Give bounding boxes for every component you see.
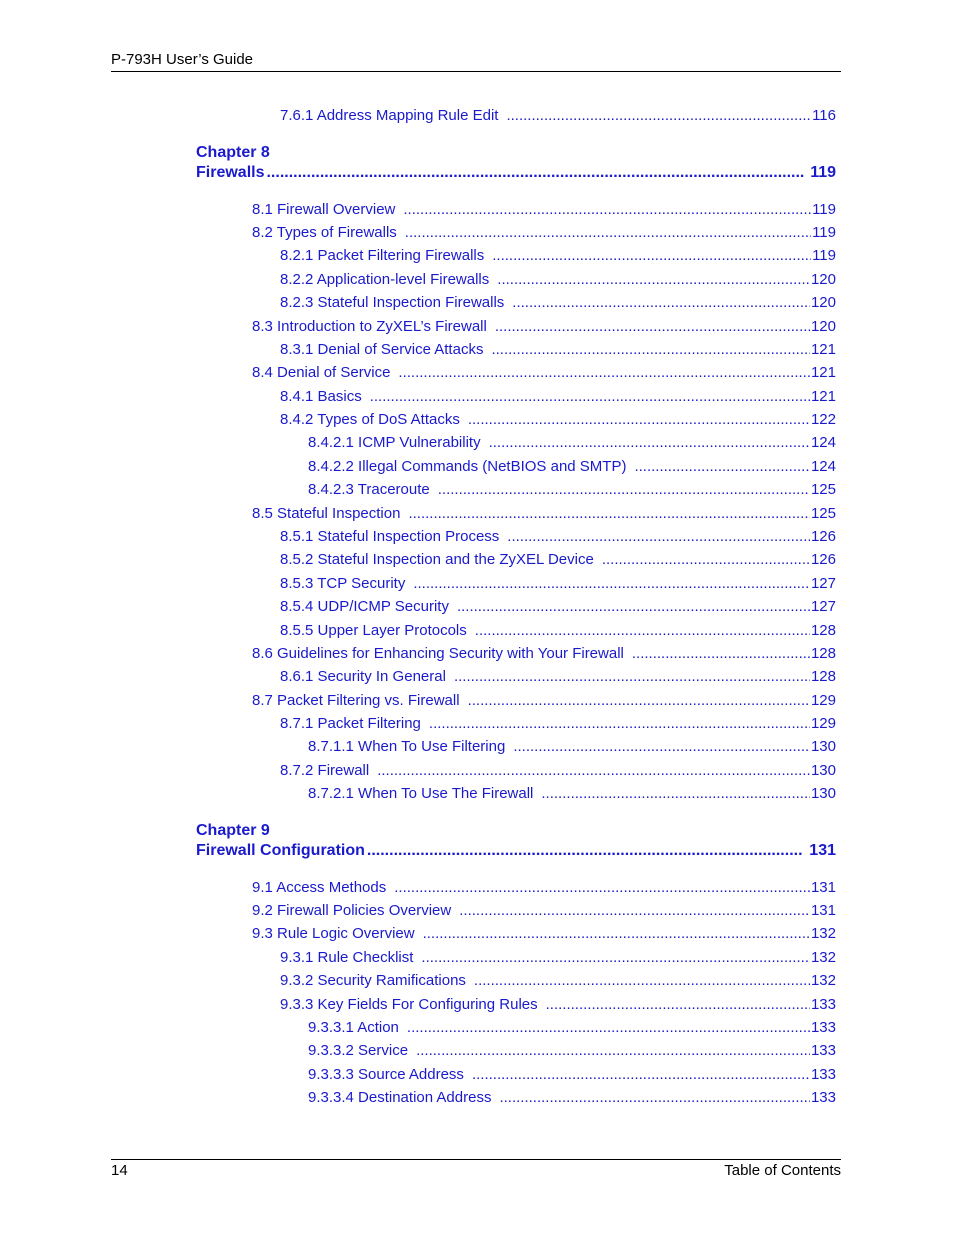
toc-entry-8-4[interactable]: 8.4 Denial of Service ..... 121 <box>252 364 836 381</box>
toc-entry-8-2-1[interactable]: 8.2.1 Packet Filtering Firewalls ..... 119 <box>280 247 836 264</box>
toc-entry-8-7-2-1[interactable]: 8.7.2.1 When To Use The Firewall ..... 130 <box>308 785 836 802</box>
running-header-title: P-793H User’s Guide <box>111 51 254 68</box>
dot-leader <box>491 341 810 358</box>
dot-leader <box>423 925 810 942</box>
toc-entry-8-2-3[interactable]: 8.2.3 Stateful Inspection Firewalls ..... 120 <box>280 294 836 311</box>
dot-leader <box>497 271 810 288</box>
header-rule <box>111 71 841 72</box>
dot-leader <box>421 949 810 966</box>
chapter-9-label: Chapter 9 <box>196 822 270 839</box>
chapter-8-label: Chapter 8 <box>196 144 270 161</box>
dot-leader <box>506 107 811 124</box>
footer-rule <box>111 1159 841 1160</box>
dot-leader <box>492 247 811 264</box>
toc-chapter-8[interactable]: Firewalls ..... 119 <box>196 164 836 182</box>
dot-leader <box>408 505 810 522</box>
footer-section-title: Table of Contents <box>724 1162 841 1179</box>
dot-leader <box>370 388 810 405</box>
dot-leader <box>472 1066 810 1083</box>
toc-entry-8-5-1[interactable]: 8.5.1 Stateful Inspection Process ..... 126 <box>280 528 836 545</box>
toc-entry-8-2-2[interactable]: 8.2.2 Application-level Firewalls ..... 120 <box>280 271 836 288</box>
toc-entry-8-4-1[interactable]: 8.4.1 Basics ..... 121 <box>280 388 836 405</box>
toc-entry-8-7-2[interactable]: 8.7.2 Firewall ..... 130 <box>280 762 836 779</box>
dot-leader <box>394 879 810 896</box>
toc-entry-8-3-1[interactable]: 8.3.1 Denial of Service Attacks ..... 121 <box>280 341 836 358</box>
dot-leader <box>403 201 811 218</box>
toc-entry-9-3-3[interactable]: 9.3.3 Key Fields For Configuring Rules ..... 133 <box>280 996 836 1013</box>
dot-leader <box>513 738 810 755</box>
dot-leader <box>474 972 810 989</box>
toc-entry-8-5-2[interactable]: 8.5.2 Stateful Inspection and the ZyXEL Device ..... 126 <box>280 551 836 568</box>
dot-leader <box>459 902 810 919</box>
dot-leader <box>407 1019 810 1036</box>
toc-entry-8-2[interactable]: 8.2 Types of Firewalls ..... 119 <box>252 224 836 241</box>
toc-entry-9-3-3-2[interactable]: 9.3.3.2 Service ..... 133 <box>308 1042 836 1059</box>
toc-entry-8-5-5[interactable]: 8.5.5 Upper Layer Protocols ..... 128 <box>280 622 836 639</box>
dot-leader <box>495 318 810 335</box>
dot-leader <box>634 458 810 475</box>
toc-entry-8-1[interactable]: 8.1 Firewall Overview ..... 119 <box>252 201 836 218</box>
dot-leader <box>457 598 810 615</box>
dot-leader <box>507 528 810 545</box>
dot-leader <box>377 762 810 779</box>
dot-leader <box>266 164 804 182</box>
dot-leader <box>438 481 810 498</box>
toc-entry-9-3-3-4[interactable]: 9.3.3.4 Destination Address ..... 133 <box>308 1089 836 1106</box>
toc-entry-8-3[interactable]: 8.3 Introduction to ZyXEL’s Firewall ..... 120 <box>252 318 836 335</box>
dot-leader <box>489 434 810 451</box>
dot-leader <box>398 364 810 381</box>
toc-entry-8-5-3[interactable]: 8.5.3 TCP Security ..... 127 <box>280 575 836 592</box>
toc-entry-8-4-2-3[interactable]: 8.4.2.3 Traceroute ..... 125 <box>308 481 836 498</box>
toc-entry-8-4-2-2[interactable]: 8.4.2.2 Illegal Commands (NetBIOS and SMTP) ..... 124 <box>308 458 836 475</box>
toc-entry-8-7-1[interactable]: 8.7.1 Packet Filtering ..... 129 <box>280 715 836 732</box>
dot-leader <box>632 645 810 662</box>
toc-entry-7-6-1[interactable]: 7.6.1 Address Mapping Rule Edit ..... 116 <box>280 107 836 124</box>
toc-entry-8-4-2-1[interactable]: 8.4.2.1 ICMP Vulnerability ..... 124 <box>308 434 836 451</box>
dot-leader <box>602 551 810 568</box>
dot-leader <box>454 668 810 685</box>
dot-leader <box>413 575 810 592</box>
toc-entry-8-7[interactable]: 8.7 Packet Filtering vs. Firewall ..... 129 <box>252 692 836 709</box>
dot-leader <box>546 996 810 1013</box>
dot-leader <box>541 785 810 802</box>
toc-entry-8-5-4[interactable]: 8.5.4 UDP/ICMP Security ..... 127 <box>280 598 836 615</box>
toc-entry-9-3-3-3[interactable]: 9.3.3.3 Source Address ..... 133 <box>308 1066 836 1083</box>
toc-entry-8-6-1[interactable]: 8.6.1 Security In General ..... 128 <box>280 668 836 685</box>
dot-leader <box>512 294 810 311</box>
dot-leader <box>475 622 810 639</box>
footer-page-number: 14 <box>111 1162 128 1179</box>
dot-leader <box>416 1042 810 1059</box>
toc-entry-8-6[interactable]: 8.6 Guidelines for Enhancing Security with Your Firewall ..... 128 <box>252 645 836 662</box>
toc-entry-9-3-1[interactable]: 9.3.1 Rule Checklist ..... 132 <box>280 949 836 966</box>
dot-leader <box>499 1089 810 1106</box>
toc-chapter-9[interactable]: Firewall Configuration ..... 131 <box>196 842 836 860</box>
toc-entry-9-3-3-1[interactable]: 9.3.3.1 Action ..... 133 <box>308 1019 836 1036</box>
toc-entry-8-4-2[interactable]: 8.4.2 Types of DoS Attacks ..... 122 <box>280 411 836 428</box>
toc-entry-8-7-1-1[interactable]: 8.7.1.1 When To Use Filtering ..... 130 <box>308 738 836 755</box>
toc-entry-9-2[interactable]: 9.2 Firewall Policies Overview ..... 131 <box>252 902 836 919</box>
dot-leader <box>405 224 811 241</box>
dot-leader <box>429 715 810 732</box>
dot-leader <box>468 692 810 709</box>
dot-leader <box>468 411 810 428</box>
toc-entry-8-5[interactable]: 8.5 Stateful Inspection ..... 125 <box>252 505 836 522</box>
dot-leader <box>367 842 803 860</box>
toc-entry-9-3-2[interactable]: 9.3.2 Security Ramifications ..... 132 <box>280 972 836 989</box>
toc-entry-9-3[interactable]: 9.3 Rule Logic Overview ..... 132 <box>252 925 836 942</box>
toc-entry-9-1[interactable]: 9.1 Access Methods ..... 131 <box>252 879 836 896</box>
